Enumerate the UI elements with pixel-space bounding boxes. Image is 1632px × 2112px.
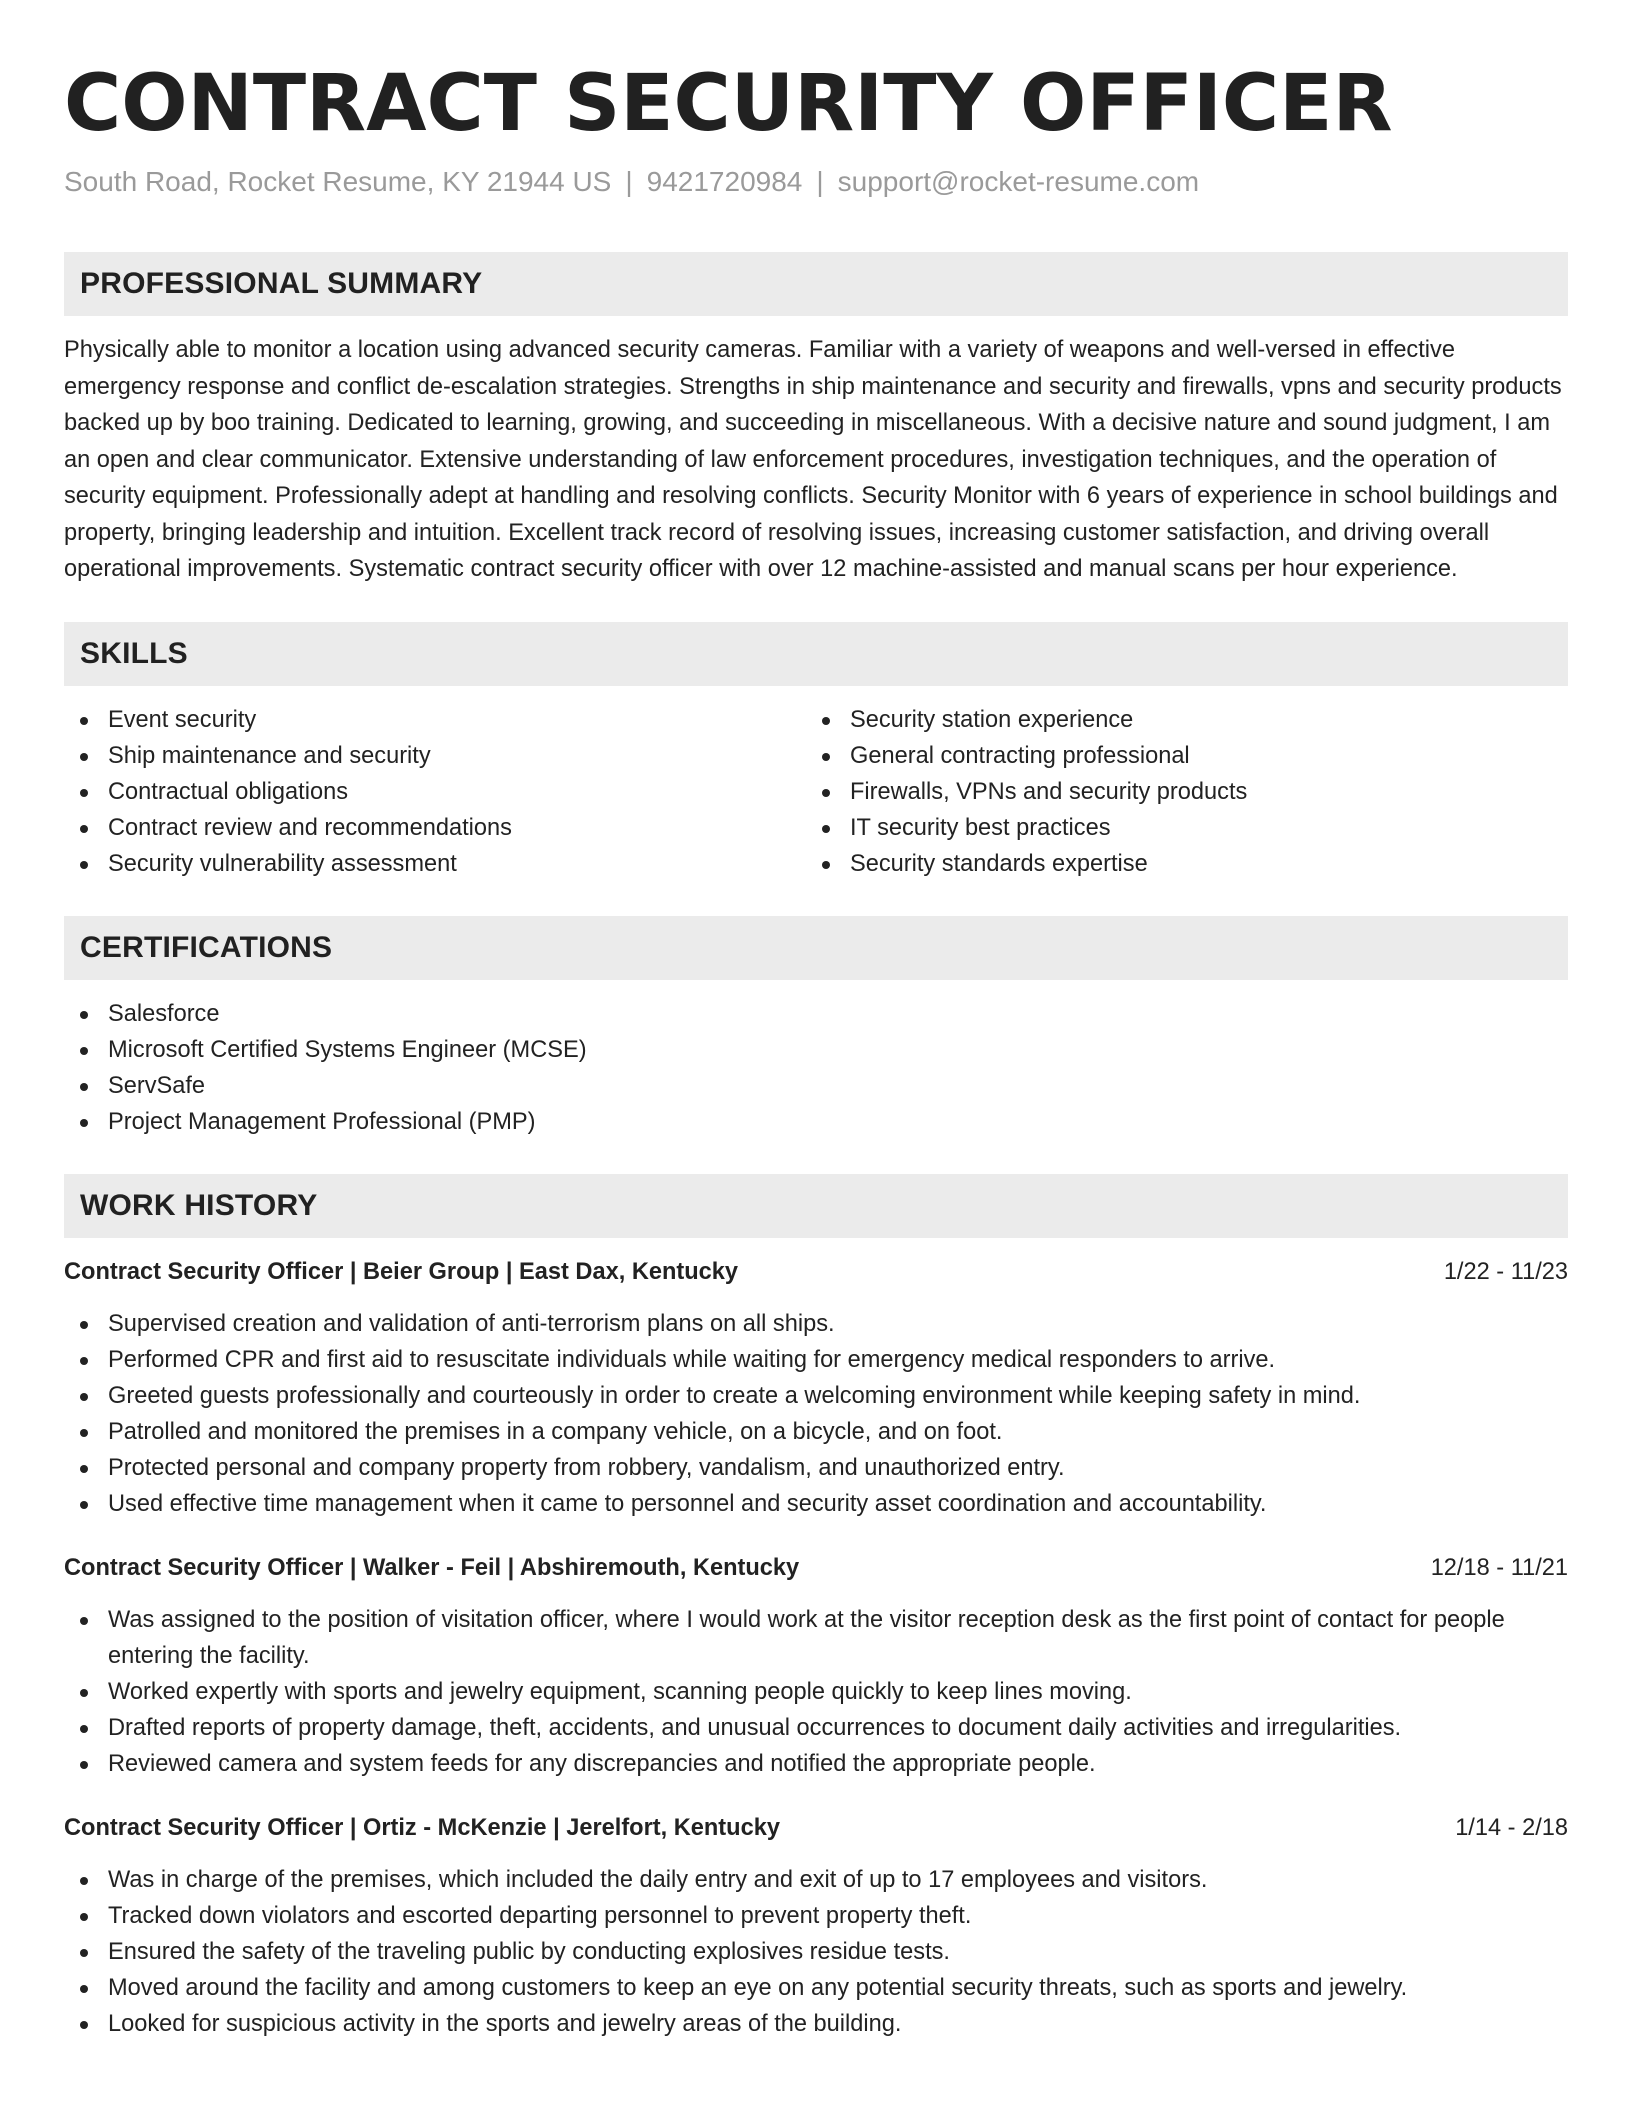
skill-item: Security vulnerability assessment	[64, 846, 806, 882]
job-bullets	[64, 1306, 1568, 1522]
section-header-summary	[64, 252, 1568, 316]
job-entry	[64, 1550, 1568, 1782]
job-dates: 1/22 - 11/23	[1443, 1258, 1568, 1285]
job-dates: 12/18 - 11/21	[1430, 1554, 1568, 1581]
skill-item: General contracting professional	[806, 738, 1548, 774]
section-header-work-history	[64, 1174, 1568, 1238]
section-title: CERTIFICATIONS	[80, 930, 333, 964]
skill-item: IT security best practices	[806, 810, 1548, 846]
contact-email: support@rocket-resume.com	[837, 166, 1200, 197]
job-bullets	[64, 1602, 1568, 1782]
skills-column-right	[806, 702, 1548, 882]
job-bullet: Was assigned to the position of visitation officer, where I would work at the visitor reception desk as the first point of contact for people entering the facility.	[64, 1602, 1568, 1674]
job-header	[64, 1254, 1568, 1290]
job-header	[64, 1550, 1568, 1586]
certifications-list	[64, 996, 1568, 1140]
skill-item: Contract review and recommendations	[64, 810, 806, 846]
job-title: Contract Security Officer | Ortiz - McKenzie | Jerelfort, Kentucky	[64, 1814, 780, 1841]
job-bullet: Used effective time management when it came to personnel and security asset coordination and accountability.	[64, 1486, 1568, 1522]
job-dates: 1/14 - 2/18	[1455, 1814, 1568, 1841]
job-entry	[64, 1254, 1568, 1522]
job-entry	[64, 1810, 1568, 2042]
certification-item: Salesforce	[64, 996, 1568, 1032]
work-history-list	[64, 1254, 1568, 2042]
certification-item: Microsoft Certified Systems Engineer (MCSE)	[64, 1032, 1568, 1068]
job-header	[64, 1810, 1568, 1846]
section-header-skills	[64, 622, 1568, 686]
skill-item: Event security	[64, 702, 806, 738]
job-bullet: Ensured the safety of the traveling public by conducting explosives residue tests.	[64, 1934, 1568, 1970]
summary-text: Physically able to monitor a location using advanced security cameras. Familiar with a variety of weapons and well-versed in effective emergency response and conflict de-escalation strategies. Strengths in ship maintenance and security and firewalls, vpns and security products backed up by boo training. Dedicated to learning, growing, and succeeding in miscellaneous. With a decisive nature and sound judgment, I am an open and clear communicator. Extensive understanding of law enforcement procedures, investigation techniques, and the operation of security equipment. Professionally adept at handling and resolving conflicts. Security Monitor with 6 years of experience in school buildings and property, bringing leadership and intuition. Excellent track record of resolving issues, increasing customer satisfaction, and driving overall operational improvements. Systematic contract security officer with over 12 machine-assisted and manual scans per hour experience.	[64, 337, 1562, 582]
skills-column-left	[64, 702, 806, 882]
contact-separator: |	[816, 166, 824, 197]
job-bullet: Tracked down violators and escorted departing personnel to prevent property theft.	[64, 1898, 1568, 1934]
job-bullet: Supervised creation and validation of anti-terrorism plans on all ships.	[64, 1306, 1568, 1342]
section-title: SKILLS	[80, 636, 188, 670]
job-bullets	[64, 1862, 1568, 2042]
job-bullet: Moved around the facility and among customers to keep an eye on any potential security threats, such as sports and jewelry.	[64, 1970, 1568, 2006]
section-title: PROFESSIONAL SUMMARY	[80, 267, 483, 300]
job-title: Contract Security Officer | Beier Group | East Dax, Kentucky	[64, 1258, 739, 1285]
job-bullet: Protected personal and company property from robbery, vandalism, and unauthorized entry.	[64, 1450, 1568, 1486]
job-bullet: Performed CPR and first aid to resuscitate individuals while waiting for emergency medical responders to arrive.	[64, 1342, 1568, 1378]
certification-item: Project Management Professional (PMP)	[64, 1104, 1568, 1140]
certification-item: ServSafe	[64, 1068, 1568, 1104]
section-title: WORK HISTORY	[80, 1188, 318, 1222]
job-bullet: Reviewed camera and system feeds for any discrepancies and notified the appropriate people.	[64, 1746, 1568, 1782]
job-bullet: Greeted guests professionally and courteously in order to create a welcoming environment while keeping safety in mind.	[64, 1378, 1568, 1414]
skill-item: Contractual obligations	[64, 774, 806, 810]
contact-line	[64, 164, 1568, 200]
contact-address: South Road, Rocket Resume, KY 21944 US	[64, 166, 612, 197]
job-bullet: Drafted reports of property damage, theft, accidents, and unusual occurrences to document daily activities and irregularities.	[64, 1710, 1568, 1746]
section-header-certifications	[64, 916, 1568, 980]
contact-separator: |	[625, 166, 633, 197]
contact-phone: 9421720984	[646, 166, 803, 197]
job-bullet: Worked expertly with sports and jewelry equipment, scanning people quickly to keep lines moving.	[64, 1674, 1568, 1710]
skill-item: Security standards expertise	[806, 846, 1548, 882]
skill-item: Ship maintenance and security	[64, 738, 806, 774]
job-bullet: Looked for suspicious activity in the sports and jewelry areas of the building.	[64, 2006, 1568, 2042]
skill-item: Firewalls, VPNs and security products	[806, 774, 1548, 810]
job-bullet: Was in charge of the premises, which included the daily entry and exit of up to 17 employees and visitors.	[64, 1862, 1568, 1898]
skills-list	[64, 702, 1568, 882]
resume-page	[64, 58, 1568, 2042]
skill-item: Security station experience	[806, 702, 1548, 738]
job-title: Contract Security Officer | Walker - Feil | Abshiremouth, Kentucky	[64, 1554, 800, 1581]
resume-name: CONTRACT SECURITY OFFICER	[64, 59, 1393, 149]
job-bullet: Patrolled and monitored the premises in a company vehicle, on a bicycle, and on foot.	[64, 1414, 1568, 1450]
